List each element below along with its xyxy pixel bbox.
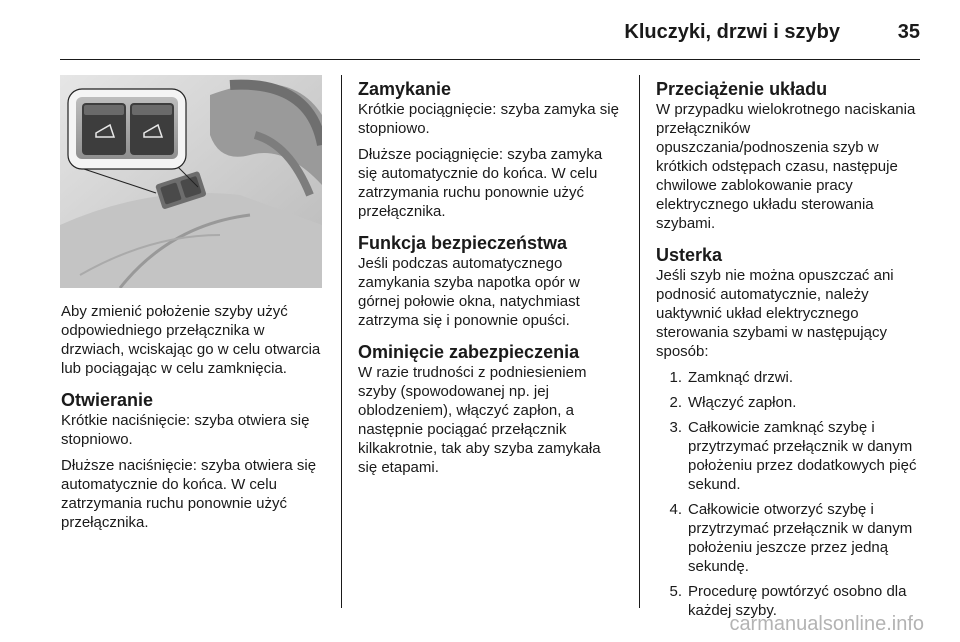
step-text: Procedurę powtórzyć osobno dla każdej szyby. [688,583,907,619]
watermark: carmanualsonline.info [729,613,924,635]
chapter-title: Kluczyki, drzwi i szyby [624,21,840,43]
heading-ominiecie: Ominięcie zabezpieczenia [358,342,580,362]
column-2 [358,79,620,489]
list-item [656,418,924,494]
window-switch-drawing [60,75,322,288]
section-otwieranie [61,390,326,532]
zamykanie-text-2: Dłuższe pociągnięcie: szyba zamyka się automatycznie do końca. W celu zatrzymania ruchu ponownie użyć przełącznika. [358,146,603,220]
otwieranie-text-1: Krótkie naciśnięcie: szyba otwiera się stopniowo. [61,412,310,448]
heading-otwieranie: Otwieranie [61,390,154,410]
header-rule [60,59,920,60]
step-text: Całkowicie zamknąć szybę i przytrzymać przełącznik w danym położeniu przez dodatkowych pięć sekund. [688,419,917,493]
ominiecie-text-1: W razie trudności z podniesieniem szyby (spowodowanej np. jej oblodzeniem), włączyć zapłon, a następnie pociągać przełącznik kilkakrotnie, tak aby szyba zamykała się etapami. [358,364,601,476]
column-divider-1 [341,75,342,608]
funkcja-text-1: Jeśli podczas automatycznego zamykania szyba napotka opór w górnej połowie okna, natychmiast zatrzyma się i ponownie opuści. [358,255,580,329]
window-switch-illustration [60,75,322,288]
heading-usterka: Usterka [656,245,723,265]
heading-zamykanie: Zamykanie [358,79,452,99]
step-text: Zamknąć drzwi. [688,369,794,386]
section-ominiecie [358,342,620,477]
section-zamykanie [358,79,620,221]
step-number: 5. [669,583,682,600]
column-3 [656,79,924,632]
przeciazenie-text-1: W przypadku wielokrotnego naciskania przełączników opuszczania/podnoszenia szyb w krótkich odstępach czasu, następuje chwilowe zablokowanie pracy elektrycznego układu sterowania szybami. [656,101,916,232]
usterka-text-1: Jeśli szyb nie można opuszczać ani podnosić automatycznie, należy uaktywnić układ elektrycznego sterowania szybami w następujący sposób: [656,267,894,360]
step-number: 1. [669,369,682,386]
section-funkcja-bezpieczenstwa [358,233,620,330]
otwieranie-text-2: Dłuższe naciśnięcie: szyba otwiera się automatycznie do końca. W celu zatrzymania ruchu ponownie użyć przełącznika. [61,457,317,531]
step-number: 3. [669,419,682,436]
step-number: 2. [669,394,682,411]
intro-text: Aby zmienić położenie szyby użyć odpowiedniego przełącznika w drzwiach, wciskając go w celu otwarcia lub pociągając w celu zamknięcia. [61,303,321,377]
page-number: 35 [897,21,920,43]
heading-funkcja-bezpieczenstwa: Funkcja bezpieczeństwa [358,233,568,253]
section-przeciazenie [656,79,924,233]
section-usterka [656,245,924,620]
column-1 [61,302,326,544]
step-text: Całkowicie otworzyć szybę i przytrzymać przełącznik w danym położeniu jeszcze przez jedną sekundę. [688,501,913,575]
step-text: Włączyć zapłon. [688,394,797,411]
zamykanie-text-1: Krótkie pociągnięcie: szyba zamyka się stopniowo. [358,101,619,137]
column-divider-2 [639,75,640,608]
list-item [656,393,924,412]
heading-przeciazenie: Przeciążenie układu [656,79,828,99]
list-item [656,500,924,576]
step-number: 4. [669,501,682,518]
usterka-steps [656,368,924,620]
list-item [656,368,924,387]
